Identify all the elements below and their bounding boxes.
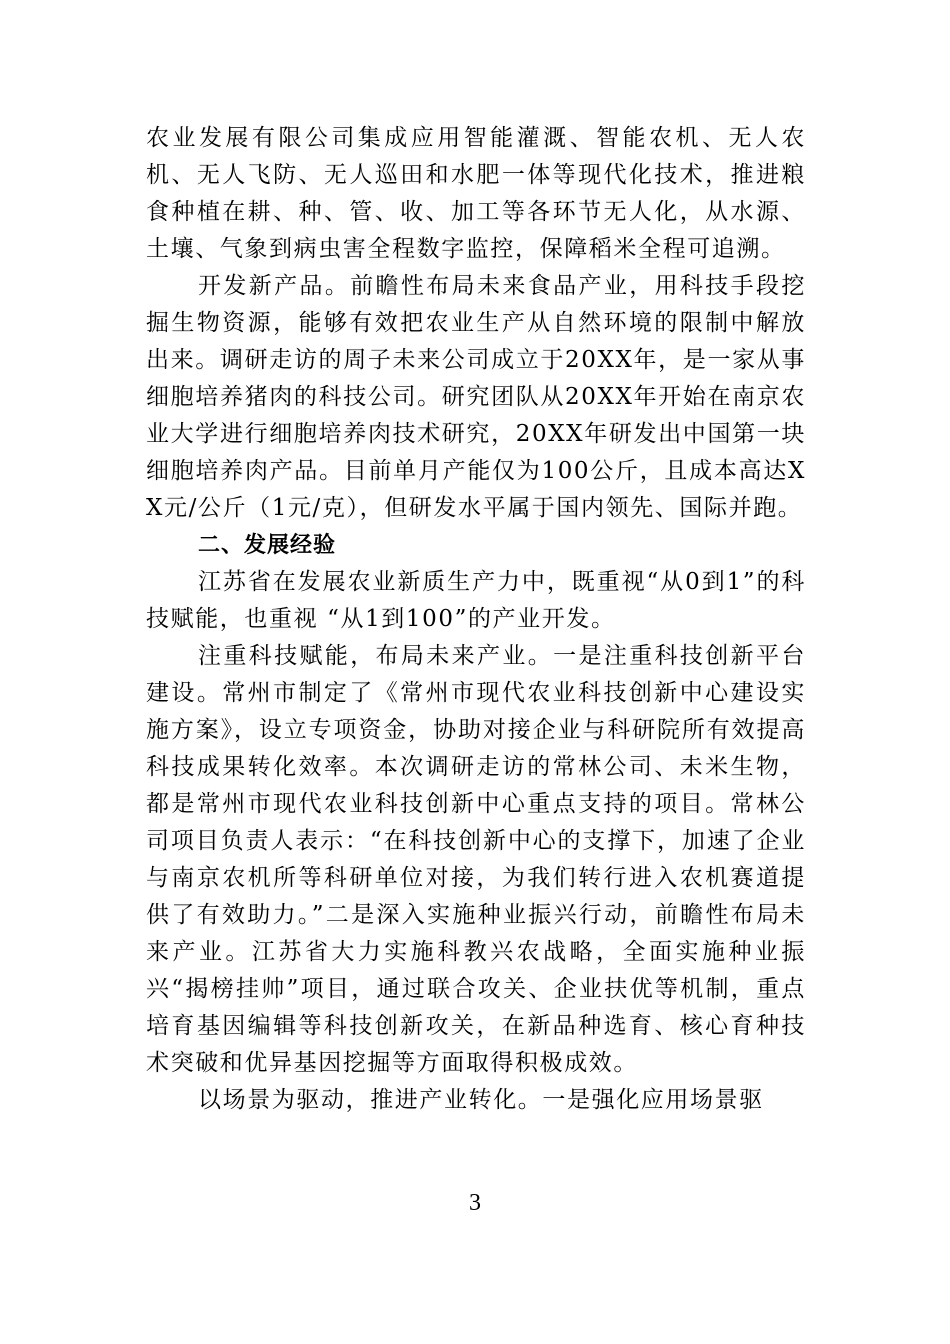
document-body bbox=[146, 120, 806, 1119]
paragraph-smart-farming: 农业发展有限公司集成应用智能灌溉、智能农机、无人农机、无人飞防、无人巡田和水肥一体等现代化技术，推进粮食种植在耕、种、管、收、加工等各环节无人化，从水源、土壤、气象到病虫害全程数字监控，保障稻米全程可追溯。 bbox=[146, 125, 806, 262]
paragraph-experience-intro: 江苏省在发展农业新质生产力中，既重视“从0到1”的科技赋能，也重视 “从1到100”的产业开发。 bbox=[146, 569, 806, 632]
page-number: 3 bbox=[469, 1190, 481, 1216]
section-heading: 二、发展经验 bbox=[198, 533, 337, 558]
paragraph-tech-empowerment: 注重科技赋能，布局未来产业。一是注重科技创新平台建设。常州市制定了《常州市现代农业科技创新中心建设实施方案》，设立专项资金，协助对接企业与科研院所有效提高科技成果转化效率。本次调研走访的常林公司、未米生物，都是常州市现代农业科技创新中心重点支持的项目。常林公司项目负责人表示：“在科技创新中心的支撑下，加速了企业与南京农机所等科研单位对接，为我们转行进入农机赛道提供了有效助力。”二是深入实施种业振兴行动，前瞻性布局未来产业。江苏省大力实施科教兴农战略，全面实施种业振兴“揭榜挂帅”项目，通过联合攻关、企业扶优等机制，重点培育基因编辑等科技创新攻关，在新品种选育、核心育种技术突破和优异基因挖掘等方面取得积极成效。 bbox=[146, 643, 806, 1076]
paragraph-new-products: 开发新产品。前瞻性布局未来食品产业，用科技手段挖掘生物资源，能够有效把农业生产从自然环境的限制中解放出来。调研走访的周子未来公司成立于20XX年，是一家从事细胞培养猪肉的科技公司。研究团队从20XX年开始在南京农业大学进行细胞培养肉技术研究，20XX年研发出中国第一块细胞培养肉产品。目前单月产能仅为100公斤，且成本高达XX元/公斤（1元/克），但研发水平属于国内领先、国际并跑。 bbox=[146, 273, 806, 521]
paragraph-scenario-driven: 以场景为驱动，推进产业转化。一是强化应用场景驱 bbox=[198, 1087, 764, 1113]
